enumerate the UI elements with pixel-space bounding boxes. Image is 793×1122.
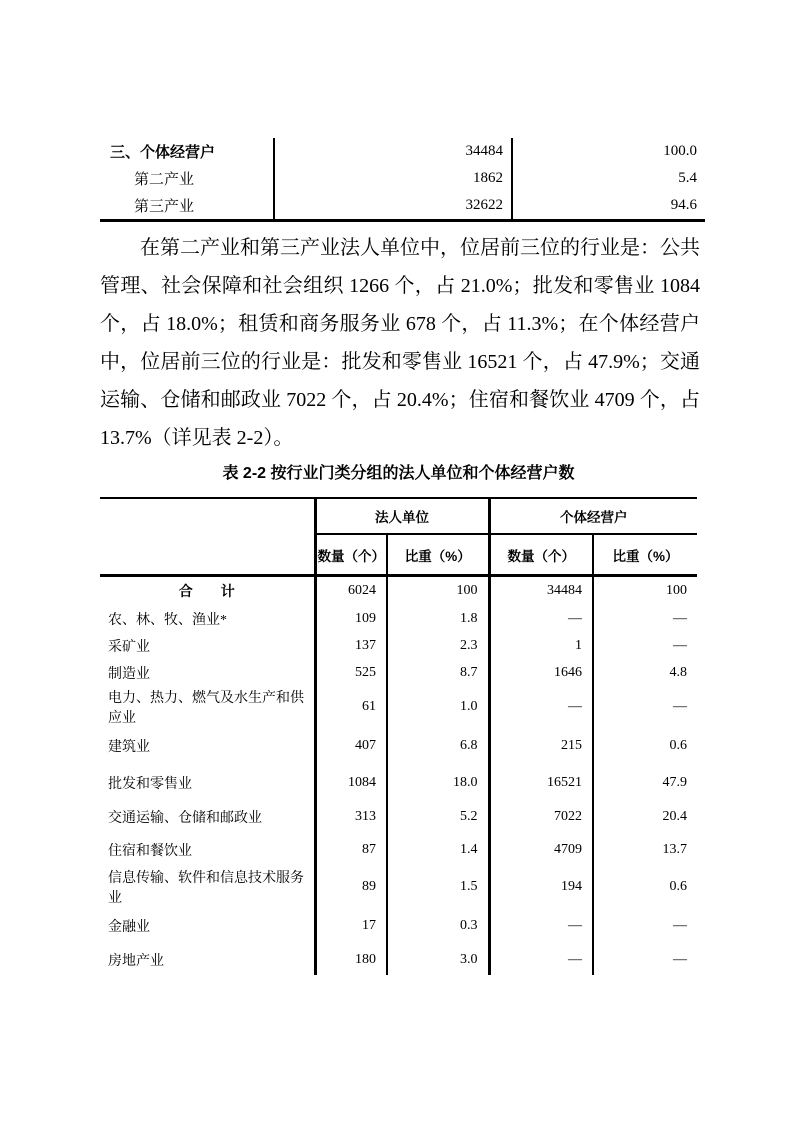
- summary-row-count: 32622: [274, 192, 512, 221]
- industry-label: 制造业: [100, 659, 315, 687]
- legal-count: 89: [362, 879, 376, 894]
- table-row: [100, 576, 697, 606]
- individual-share: 0.6: [593, 727, 697, 765]
- individual-count: 16521: [489, 765, 593, 801]
- legal-share: 1.4: [387, 833, 489, 867]
- individual-count: 1646: [489, 659, 593, 687]
- summary-row-count: 1862: [274, 165, 512, 192]
- industry-label: 合 计: [100, 576, 315, 606]
- table-row: [100, 944, 697, 975]
- individual-share: 100: [593, 576, 697, 606]
- individual-share: —: [593, 687, 697, 727]
- legal-count: 137: [355, 637, 376, 653]
- legal-share: 5.2: [387, 801, 489, 833]
- individual-share: 47.9: [593, 765, 697, 801]
- legal-count: 525: [355, 665, 376, 680]
- summary-table: [100, 138, 705, 222]
- legal-share: 3.0: [387, 944, 489, 975]
- individual-count: 194: [489, 867, 593, 907]
- industry-label: 金融业: [100, 907, 315, 944]
- legal-share: 2.3: [387, 632, 489, 659]
- legal-count: 313: [355, 809, 376, 824]
- individual-count: 215: [489, 727, 593, 765]
- legal-count: 407: [355, 738, 376, 753]
- legal-count: 6024: [348, 583, 376, 598]
- individual-count: —: [489, 605, 593, 632]
- industry-label: 农、林、牧、渔业*: [100, 605, 315, 632]
- industry-table: [100, 497, 697, 975]
- table-title: 表 2-2 按行业门类分组的法人单位和个体经营户数: [222, 465, 575, 482]
- table-row: [100, 765, 697, 801]
- industry-label: 批发和零售业: [100, 765, 315, 801]
- table-row: [100, 659, 697, 687]
- legal-share: 1.5: [387, 867, 489, 907]
- table-row: [100, 907, 697, 944]
- individual-share: —: [593, 907, 697, 944]
- summary-row-count: 34484: [274, 138, 512, 165]
- col-header-count: 数量（个）: [315, 534, 387, 576]
- individual-count: —: [489, 687, 593, 727]
- table-row: [100, 632, 697, 659]
- col-header-share: 比重（%）: [593, 534, 697, 576]
- legal-count: 109: [355, 610, 376, 626]
- summary-row-label: 三、个体经营户: [110, 145, 216, 161]
- individual-share: —: [593, 605, 697, 632]
- legal-share: 1.0: [387, 687, 489, 727]
- body-paragraph: 在第二产业和第三产业法人单位中，位居前三位的行业是：公共管理、社会保障和社会组织 1266 个，占 21.0%；批发和零售业 1084 个，占 18.0%；租赁和商务服务业 678 个，占 11.3%；在个体经营户中，位居前三位的行业是：批发和零售业 16521 个，占 47.9%；交通运输、仓储和邮政业 7022 个，占 20.4%；住宿和餐饮业 4709 个，占 13.7%（详见表 2-2）。: [100, 237, 700, 449]
- table-row: [100, 165, 705, 192]
- individual-count: —: [489, 944, 593, 975]
- table-row: [100, 192, 705, 221]
- legal-share: 18.0: [387, 765, 489, 801]
- legal-share: 0.3: [387, 907, 489, 944]
- table-row: [100, 833, 697, 867]
- legal-share: 8.7: [387, 659, 489, 687]
- individual-count: 1: [489, 632, 593, 659]
- individual-count: 7022: [489, 801, 593, 833]
- legal-count: 1084: [348, 775, 376, 790]
- summary-row-label: 第二产业: [134, 172, 195, 188]
- legal-count: 61: [362, 699, 376, 714]
- legal-share: 100: [387, 576, 489, 606]
- industry-label: 建筑业: [100, 727, 315, 765]
- individual-share: 20.4: [593, 801, 697, 833]
- individual-share: 0.6: [593, 867, 697, 907]
- legal-share: 1.8: [387, 605, 489, 632]
- industry-label: 房地产业: [100, 944, 315, 975]
- col-header-share: 比重（%）: [387, 534, 489, 576]
- individual-share: 4.8: [593, 659, 697, 687]
- legal-count: 87: [362, 842, 376, 857]
- industry-label: 采矿业: [100, 632, 315, 659]
- individual-count: 34484: [489, 576, 593, 606]
- summary-row-share: 94.6: [512, 192, 705, 221]
- table-row: [100, 138, 705, 165]
- table-row: [100, 605, 697, 632]
- summary-row-share: 5.4: [512, 165, 705, 192]
- industry-label: 住宿和餐饮业: [100, 833, 315, 867]
- stub-header: [100, 498, 315, 576]
- individual-count: 4709: [489, 833, 593, 867]
- group-header-legal-units: 法人单位: [315, 498, 489, 534]
- individual-share: 13.7: [593, 833, 697, 867]
- col-header-count: 数量（个）: [489, 534, 593, 576]
- industry-label: 交通运输、仓储和邮政业: [100, 801, 315, 833]
- industry-label: 信息传输、软件和信息技术服务业: [100, 867, 315, 907]
- table-row: [100, 687, 697, 727]
- summary-row-share: 100.0: [512, 138, 705, 165]
- individual-share: —: [593, 632, 697, 659]
- individual-share: —: [593, 944, 697, 975]
- legal-count: 180: [355, 951, 376, 967]
- legal-share: 6.8: [387, 727, 489, 765]
- industry-label: 电力、热力、燃气及水生产和供应业: [100, 687, 315, 727]
- table-row: [100, 867, 697, 907]
- table-row: [100, 727, 697, 765]
- individual-count: —: [489, 907, 593, 944]
- group-header-individual: 个体经营户: [489, 498, 697, 534]
- table-row: [100, 801, 697, 833]
- summary-row-label: 第三产业: [100, 192, 274, 221]
- legal-count: 17: [362, 917, 376, 933]
- table-header-row: [100, 498, 697, 534]
